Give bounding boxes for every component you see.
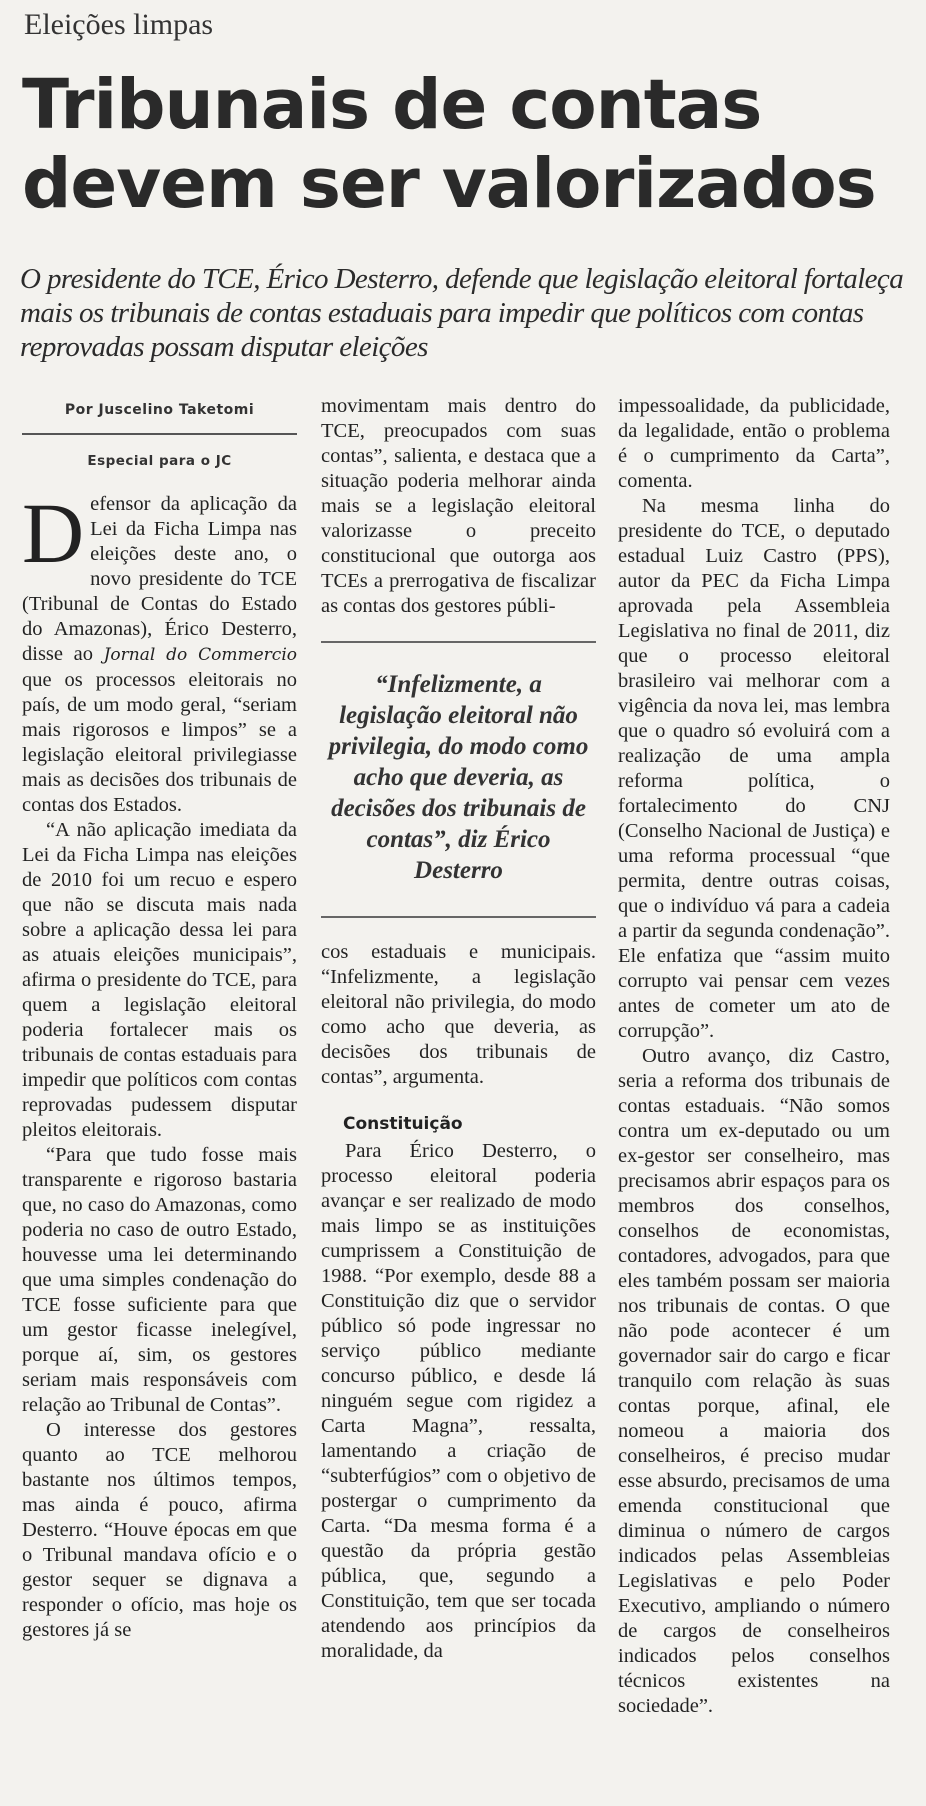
headline-line-2: devem ser valorizados (22, 144, 876, 224)
article-column-2 (321, 394, 596, 1789)
article-column-1 (22, 394, 297, 1789)
article-paragraph: impessoalidade, da publicidade, da legalidade, então o problema é o cumprimento da Carta”, comenta. (618, 395, 890, 492)
article-paragraph: Outro avanço, diz Castro, seria a reforma dos tribunais de contas estaduais. “Não somos contra um ex-deputado ou um ex-gestor ser conselheiro, mas precisamos abrir espaços para os membros dos conselhos, conselhos de economistas, contadores, advogados, para que eles também possam ser maioria nos tribunais de contas. O que não pode acontecer é um governador sair do cargo e ficar tranquilo com relação às suas contas porque, afinal, ele nomeou a maioria dos conselheiros, é preciso mudar esse absurdo, precisamos de uma emenda constitucional que diminua o número de cargos indicados pelas Assembleias Legislativas e pelo Poder Executivo, ampliando o número de cargos de conselheiros indicados pelos conselhos técnicos existentes na sociedade”. (618, 1045, 890, 1717)
article-paragraph: cos estaduais e municipais. “Infelizmente, a legislação eleitoral não privilegia, do modo como acho que deveria, as decisões dos tribunais de contas”, argumenta. (321, 941, 596, 1088)
article-paragraph: Na mesma linha do presidente do TCE, o deputado estadual Luiz Castro (PPS), autor da PEC da Ficha Limpa aprovada pela Assembleia Legislativa no final de 2011, diz que o processo eleitoral brasileiro vai melhorar com a vigência da nova lei, mas lembra que o quadro só evoluirá com a realização de uma ampla reforma política, o fortalecimento do CNJ (Conselho Nacional de Justiça) e uma reforma processual “que permita, dentre outras coisas, que o indivíduo vá para a cadeia a partir da segunda condenação”. Ele enfatiza que “assim muito corrupto vai pensar cem vezes antes de cometer um ato de corrupção”. (618, 495, 890, 1042)
newspaper-name: Jornal do Commercio (103, 645, 297, 665)
article-paragraph: O interesse dos gestores quanto ao TCE melhorou bastante nos últimos tempos, mas ainda é pouco, afirma Desterro. “Houve épocas em que o Tribunal mandava ofício e o gestor sequer se dignava a responder o ofício, mas hoje os gestores já se (22, 1419, 297, 1641)
section-subhead: Constituição (343, 1114, 463, 1134)
special-credit: Especial para o JC (87, 453, 232, 469)
byline: Por Juscelino Taketomi (22, 394, 297, 435)
section-kicker: Eleições limpas (24, 8, 214, 41)
article-column-3 (618, 394, 890, 1789)
article-paragraph: “A não aplicação imediata da Lei da Ficha Limpa nas eleições de 2010 foi um recuo e espero que não se discuta mais nada sobre a aplicação dessa lei para as atuais eleições municipais”, afirma o presidente do TCE, para quem a legislação eleitoral poderia fortalecer mais os tribunais de contas estaduais para impedir que políticos com contas reprovadas pudessem disputar pleitos eleitorais. (22, 819, 297, 1141)
article-paragraph: movimentam mais dentro do TCE, preocupados com suas contas”, salienta, e destaca que a situação poderia melhorar ainda mais se a legislação eleitoral valorizasse o preceito constitucional que outorga aos TCEs a prerrogativa de fiscalizar as contas dos gestores públi- (321, 395, 596, 617)
article-paragraph: Para Érico Desterro, o processo eleitoral poderia avançar e ser realizado de modo mais limpo se as instituições cumprissem a Constituição de 1988. “Por exemplo, desde 88 a Constituição diz que o servidor público só pode ingressar no serviço público mediante concurso público, e desde lá ninguém segue com rigidez a Carta Magna”, ressalta, lamentando a criação de “subterfúgios” com o objetivo de postergar o cumprimento da Carta. “Da mesma forma é a questão da própria gestão pública, que, segundo a Constituição, tem que ser tocada atendendo aos princípios da moralidade, da (321, 1140, 596, 1662)
drop-cap: D (22, 485, 85, 581)
pull-quote: “Infelizmente, a legislação eleitoral não privilegia, do modo como acho que deveria, as decisões dos tribunais de contas”, diz Érico Desterro (321, 641, 596, 918)
article-paragraph (22, 485, 297, 818)
headline-line-1: Tribunais de contas (22, 65, 762, 145)
paragraph-text: efensor da aplicação da Lei da Ficha Limpa nas eleições deste ano, o novo presidente do TCE (Tribunal de Contas do Estado do Amazonas), Érico Desterro, disse ao (22, 493, 297, 665)
article-paragraph: “Para que tudo fosse mais transparente e rigoroso bastaria que, no caso do Amazonas, como poderia no caso de outro Estado, houvesse uma lei determinando que uma simples condenação do TCE fosse suficiente para que um gestor ficasse inelegível, porque aí, sim, os gestores seriam mais responsáveis com relação ao Tribunal de Contas”. (22, 1144, 297, 1416)
paragraph-text: que os processos eleitorais no país, de um modo geral, “seriam mais rigorosos e limpos” se a legislação eleitoral privilegiasse mais as decisões dos tribunais de contas dos Estados. (22, 669, 297, 816)
headline (22, 66, 922, 224)
deck-subtitle: O presidente do TCE, Érico Desterro, defende que legislação eleitoral fortaleça mais os tribunais de contas estaduais para impedir que políticos com contas reprovadas possam disputar eleições (20, 263, 904, 363)
